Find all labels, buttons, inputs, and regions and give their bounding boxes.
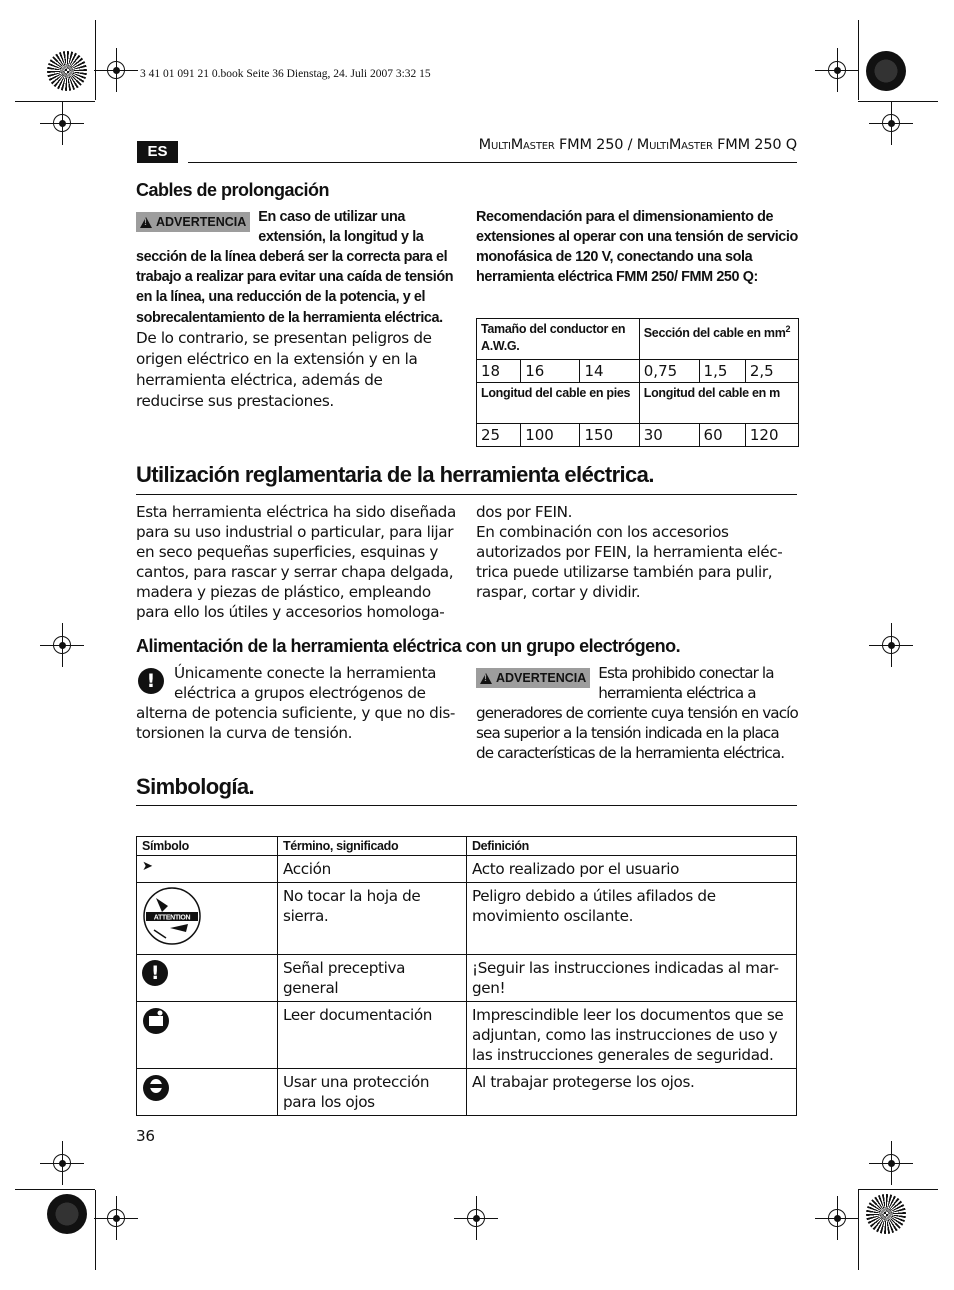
mm2-cell: 1,5 — [699, 360, 745, 383]
meters-cell: 120 — [745, 424, 798, 447]
cables-warning-text: De lo contrario, se presentan peligros de origen eléctrico en la extensión y en la herramienta eléctrica, además de reducirse sus prestaciones. — [136, 329, 432, 410]
generator-right-block: ! ADVERTENCIA Esta prohibido conectar la herramienta eléctrica a generadores de corriente cuya tensión en vacío sea superior a la tensión indicada en la placa de características de la herramienta eléctrica. — [476, 663, 798, 763]
registration-rosette-icon — [47, 51, 87, 91]
trim-line — [15, 1189, 95, 1190]
section-divider — [136, 494, 797, 495]
generator-left-block: ! Únicamente conecte la herramienta eléctrica a grupos electrógenos de alterna de potencia suficiente, y que no dis- torsionen la curva de tensión. — [136, 664, 456, 742]
table-row: ! Señal preceptiva general ¡Seguir las instrucciones indicadas al mar- gen! — [137, 955, 797, 1002]
book-info-line: 3 41 01 091 21 0.book Seite 36 Dienstag, 24. Juli 2007 3:32 15 — [140, 68, 431, 80]
feet-cell: 150 — [580, 424, 639, 447]
registration-rosette-icon — [47, 1194, 87, 1234]
trim-line — [858, 1189, 938, 1190]
feet-cell: 25 — [477, 424, 521, 447]
arrow-icon: ➤ — [137, 856, 278, 883]
awg-cell: 18 — [477, 360, 521, 383]
warning-triangle-icon — [140, 217, 152, 228]
eye-protection-icon — [142, 1074, 170, 1102]
col-symbol-header: Símbolo — [137, 837, 278, 856]
exclamation-icon: ! — [138, 668, 164, 694]
cable-spec-table — [476, 318, 799, 447]
registration-rosette-icon — [866, 51, 906, 91]
registration-rosette-icon — [866, 1194, 906, 1234]
warning-triangle-icon — [480, 673, 492, 684]
meters-header: Longitud del cable en m — [639, 383, 798, 424]
awg-cell: 14 — [580, 360, 639, 383]
table-row: Leer documentación Imprescindible leer los documentos que se adjuntan, como las instrucciones de uso y las instrucciones generales de seguridad. — [137, 1002, 797, 1069]
awg-header: Tamaño del conductor en A.W.G. — [477, 319, 640, 360]
warning-label: ! ADVERTENCIA — [136, 212, 250, 232]
generator-heading: Alimentación de la herramienta eléctrica con un grupo electrógeno. — [136, 636, 681, 656]
trim-line — [858, 101, 938, 102]
table-row: Usar una protección para los ojos Al trabajar protegerse los ojos. — [137, 1069, 797, 1116]
cables-warning-bold: En caso de utilizar una extensión, la longitud y la sección de la línea deberá ser la correcta para el trabajo a realizar para evitar una caída de tensión en la línea, una reducción de la potencia, y el sobrecalentamiento de la herramienta eléctrica. — [136, 209, 454, 326]
exclamation-icon: ! — [142, 960, 168, 986]
meters-cell: 30 — [639, 424, 699, 447]
feet-header: Longitud del cable en pies — [477, 383, 640, 424]
intended-use-col1: Esta herramienta eléctrica ha sido diseñada para su uso industrial o particular, para lijar en seco pequeñas superficies, esquinas y cantos, para rascar y serrar chapa delgada, madera y piezas de plástico, empleando para ello los útiles y accesorios homologa- — [136, 503, 456, 621]
read-manual-icon — [142, 1007, 170, 1035]
trim-line — [95, 1190, 96, 1270]
trim-line — [15, 101, 95, 102]
language-badge: ES — [137, 141, 178, 163]
cables-warning-block — [136, 207, 454, 412]
page-header-title: MultiMaster FMM 250 / MultiMaster FMM 250 Q — [478, 137, 797, 153]
symbols-table — [136, 836, 797, 1116]
svg-text:ATTENTION: ATTENTION — [153, 914, 191, 922]
mm2-cell: 2,5 — [745, 360, 798, 383]
section-header: Sección del cable en $mm^2$ — [639, 319, 798, 360]
trim-line — [858, 20, 859, 100]
table-row: ➤ Acción Acto realizado por el usuario — [137, 856, 797, 883]
header-divider — [188, 162, 797, 163]
section-divider — [136, 805, 797, 806]
cables-heading: Cables de prolongación — [136, 180, 330, 200]
trim-line — [858, 1190, 859, 1270]
intended-use-heading: Utilización reglamentaria de la herramienta eléctrica. — [136, 462, 654, 487]
feet-cell: 100 — [521, 424, 580, 447]
symbols-heading: Simbología. — [136, 774, 255, 799]
cables-recommendation: Recomendación para el dimensionamiento de extensiones al operar con una tensión de servicio monofásica de 120 V, conectando una sola herramienta eléctrica FMM 250/ FMM 250 Q: — [476, 209, 798, 285]
mm2-cell: 0,75 — [639, 360, 699, 383]
intended-use-col2: dos por FEIN. En combinación con los accesorios autorizados por FEIN, la herramienta eléc- trica puede utilizarse también para pulir, raspar, cortar y dividir. — [476, 503, 783, 601]
attention-blade-icon — [142, 886, 202, 946]
warning-label: ! ADVERTENCIA — [476, 668, 590, 688]
page-number: 36 — [136, 1127, 155, 1145]
col-term-header: Término, significado — [278, 837, 467, 856]
table-row: ATTENTION No tocar la hoja de sierra. Peligro debido a útiles afilados de movimiento oscilante. — [137, 883, 797, 955]
awg-cell: 16 — [521, 360, 580, 383]
col-def-header: Definición — [467, 837, 797, 856]
meters-cell: 60 — [699, 424, 745, 447]
trim-line — [95, 20, 96, 100]
